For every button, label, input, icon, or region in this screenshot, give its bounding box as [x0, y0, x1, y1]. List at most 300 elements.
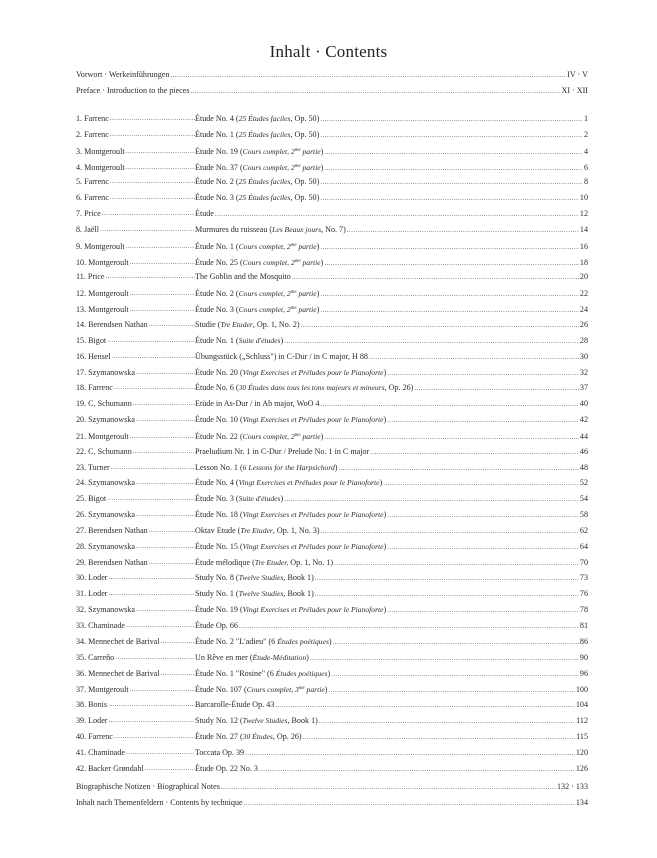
- toc-entry[interactable]: [76, 333, 588, 349]
- composer-label: Chaminade: [88, 621, 126, 630]
- composer-cell: [76, 174, 195, 190]
- entry-number: 32.: [76, 605, 87, 615]
- piece-title-tail: ): [320, 162, 324, 172]
- toc-entry[interactable]: [76, 396, 588, 412]
- entry-number: 29.: [76, 557, 87, 567]
- composer-cell: [76, 761, 195, 777]
- dot-leader: [244, 796, 575, 812]
- ordinal-superscript: me: [294, 432, 301, 438]
- composer-cell: [76, 713, 195, 729]
- piece-title-text: Étude mélodique (: [195, 557, 255, 567]
- composer-cell: [76, 206, 195, 222]
- piece-title: [195, 380, 413, 396]
- entry-number: 9.: [76, 241, 83, 251]
- piece-title: [195, 269, 291, 285]
- toc-entry[interactable]: [76, 539, 588, 555]
- page-number: 37: [579, 383, 588, 393]
- composer-cell: [76, 286, 195, 302]
- composer-label: C. Schumann: [88, 446, 132, 456]
- composer-label: Szymanowska: [88, 541, 135, 551]
- dot-leader: [333, 635, 579, 651]
- piece-title: [195, 349, 368, 365]
- toc-entry[interactable]: [76, 428, 588, 444]
- toc-entry[interactable]: [76, 729, 588, 745]
- composer-name: [76, 349, 111, 365]
- composer-label: Szymanowska: [88, 478, 135, 488]
- collection-title: 30 Études: [242, 731, 273, 741]
- dot-leader: [130, 255, 195, 271]
- dot-leader: [170, 68, 566, 84]
- collection-title: Twelve Studies: [238, 589, 284, 599]
- dot-leader: [370, 445, 579, 461]
- toc-entry[interactable]: [76, 618, 588, 634]
- dot-leader: [136, 507, 195, 523]
- composer-cell: [76, 555, 195, 571]
- piece-title: [195, 238, 319, 255]
- toc-entry[interactable]: [76, 206, 588, 222]
- piece-title-tail: ): [280, 335, 284, 345]
- piece-title: [195, 206, 214, 222]
- page-number: 104: [575, 700, 588, 710]
- page-number: 70: [579, 557, 588, 567]
- composer-cell: [76, 444, 195, 460]
- composer-cell: [76, 317, 195, 333]
- collection-title: Cours complet, 2: [238, 289, 291, 299]
- ordinal-superscript: me: [290, 290, 297, 296]
- dot-leader: [130, 682, 195, 698]
- dot-leader: [387, 603, 579, 619]
- piece-title-tail: ): [334, 462, 338, 472]
- toc-entry[interactable]: [76, 380, 588, 396]
- toc-row-contents-by-technique[interactable]: [76, 795, 588, 811]
- piece-title: [195, 285, 319, 302]
- entry-number: 6.: [76, 193, 83, 203]
- piece-title: [195, 539, 386, 555]
- piece-title-tail: ): [306, 652, 309, 662]
- piece-title: [195, 254, 323, 271]
- piece-title: [195, 491, 283, 507]
- toc-entry[interactable]: [76, 491, 588, 507]
- dot-leader: [110, 111, 195, 127]
- entry-number: 40.: [76, 731, 87, 741]
- entry-number: 17.: [76, 367, 87, 377]
- piece-title-text: Étude No. 1 "Rosine" (6: [195, 668, 276, 678]
- collection-title-cont: partie: [296, 289, 317, 299]
- dot-leader: [136, 365, 195, 381]
- collection-title: Vingt Exercises et Préludes pour le Pianoforte: [238, 478, 380, 488]
- toc-entry[interactable]: [76, 349, 588, 365]
- toc-entry[interactable]: [76, 254, 588, 270]
- page-number: 4: [583, 146, 588, 156]
- composer-label: Montgeroult: [88, 305, 129, 315]
- composer-label: Loder: [88, 589, 108, 599]
- toc-entry[interactable]: [76, 745, 588, 761]
- toc-entry[interactable]: [76, 222, 588, 238]
- composer-name: [76, 286, 129, 302]
- collection-title: Les Beaux jours: [272, 224, 322, 234]
- back-matter: [76, 779, 588, 811]
- piece-title-tail: ): [320, 257, 324, 267]
- composer-name: [76, 475, 135, 491]
- piece-title-text: Étude No. 37 (: [195, 162, 243, 172]
- toc-entry[interactable]: [76, 555, 588, 571]
- toc-entry[interactable]: [76, 602, 588, 618]
- page-number: 52: [579, 478, 588, 488]
- dot-leader: [387, 413, 579, 429]
- piece-title-tail: ): [327, 668, 331, 678]
- collection-title: Étude-Méditation: [252, 652, 307, 662]
- entry-number: 24.: [76, 478, 87, 488]
- toc-entry[interactable]: [76, 650, 588, 666]
- collection-title: Cours complet, 2: [242, 431, 295, 441]
- page-number: 26: [579, 319, 588, 329]
- dot-leader: [239, 619, 579, 635]
- composer-cell: [76, 396, 195, 412]
- composer-label: Mennechet de Barival: [88, 668, 160, 678]
- dot-leader: [126, 618, 195, 634]
- composer-name: [76, 666, 160, 682]
- entry-number: 28.: [76, 541, 87, 551]
- entry-number: 34.: [76, 636, 87, 646]
- entry-number: 15.: [76, 335, 87, 345]
- composer-label: Farrenc: [84, 177, 109, 187]
- dot-leader: [347, 223, 579, 239]
- composer-name: [76, 396, 132, 412]
- collection-title: Vingt Exercises et Préludes pour le Pianoforte: [242, 415, 384, 425]
- piece-title-text: Étude No. 6 (: [195, 383, 239, 393]
- piece-title: [195, 111, 319, 127]
- page-number: 76: [579, 589, 588, 599]
- composer-cell: [76, 365, 195, 381]
- page-number: 2: [583, 129, 588, 139]
- composer-label: Montgeroult: [84, 241, 125, 251]
- entry-number: 7.: [76, 209, 83, 219]
- page-number: 62: [579, 525, 588, 535]
- toc-entry[interactable]: [76, 111, 588, 127]
- piece-title-text: Étude No. 1 (: [195, 241, 239, 251]
- dot-leader: [149, 317, 195, 333]
- piece-title-tail: ): [280, 494, 284, 504]
- piece-title-text: Étude No. 4 (: [195, 114, 239, 123]
- composer-name: [76, 144, 125, 160]
- piece-title: [195, 396, 320, 412]
- toc-entry[interactable]: [76, 143, 588, 159]
- piece-title-text: Étude Op. 22 No. 3: [195, 763, 258, 773]
- piece-title-text: Étude No. 3 (: [195, 193, 239, 203]
- piece-title-text: Étude No. 1 (: [195, 335, 239, 345]
- dot-leader: [315, 571, 579, 587]
- composer-name: [76, 333, 106, 349]
- piece-title-text: Étude No. 3 (: [195, 305, 239, 315]
- collection-title-cont: partie: [300, 146, 321, 156]
- piece-title-text: Étude No. 19 (: [195, 605, 243, 615]
- dot-leader: [161, 666, 195, 682]
- dot-leader: [321, 397, 579, 413]
- composer-label: Jaëll: [84, 224, 99, 234]
- entry-number: 22.: [76, 446, 87, 456]
- ordinal-superscript: me: [294, 147, 301, 153]
- composer-label: Price: [84, 209, 101, 219]
- entry-number: 42.: [76, 763, 87, 773]
- page-number: 14: [579, 224, 588, 234]
- piece-title: [195, 301, 319, 318]
- composer-name: [76, 729, 113, 745]
- dot-leader: [320, 112, 583, 128]
- composer-cell: [76, 333, 195, 349]
- composer-label: Chaminade: [88, 747, 126, 757]
- dot-leader: [126, 239, 195, 255]
- piece-title-text: Übungsstück („Schluss") in C-Dur / in C major, H 88: [195, 351, 368, 361]
- piece-title-text: Study No. 12 (: [195, 716, 243, 726]
- toc-entry[interactable]: [76, 365, 588, 381]
- dot-leader: [324, 256, 579, 272]
- dot-leader: [324, 145, 583, 161]
- toc-entry[interactable]: [76, 634, 588, 650]
- toc-entry[interactable]: [76, 713, 588, 729]
- dot-leader: [111, 460, 195, 476]
- collection-title: 25 Études faciles: [238, 129, 291, 139]
- composer-cell: [76, 618, 195, 634]
- composer-label: Montgeroult: [88, 257, 129, 267]
- composer-cell: [76, 666, 195, 682]
- piece-title-tail: , Op. 50): [290, 193, 320, 203]
- entry-number: 4.: [76, 162, 83, 172]
- composer-label: Farrenc: [84, 193, 109, 203]
- composer-label: Farrenc: [88, 731, 113, 741]
- dot-leader: [108, 570, 195, 586]
- composer-name: [76, 650, 114, 666]
- composer-label: Loder: [88, 716, 108, 726]
- toc-entry[interactable]: [76, 697, 588, 713]
- dot-leader: [136, 475, 195, 491]
- toc-entry[interactable]: [76, 681, 588, 697]
- page-number: 28: [579, 335, 588, 345]
- piece-title-text: Étude No. 10 (: [195, 415, 243, 425]
- toc-entry[interactable]: [76, 412, 588, 428]
- toc-entry[interactable]: [76, 761, 588, 777]
- dot-leader: [339, 461, 579, 477]
- toc-entry[interactable]: [76, 285, 588, 301]
- piece-title-text: Oktav Etude (: [195, 525, 241, 535]
- composer-name: [76, 491, 106, 507]
- dot-leader: [387, 540, 579, 556]
- entry-number: 36.: [76, 668, 87, 678]
- dot-leader: [191, 84, 561, 100]
- collection-title: Tre Etuder: [220, 319, 253, 329]
- toc-label: Biographische Notizen · Biographical Notes: [76, 782, 220, 791]
- collection-title-cont: partie: [296, 241, 317, 251]
- composer-label: Szymanowska: [88, 605, 135, 615]
- toc-entry[interactable]: [76, 475, 588, 491]
- entry-number: 16.: [76, 351, 87, 361]
- dot-leader: [112, 349, 195, 365]
- collection-title-cont: partie: [300, 431, 321, 441]
- toc-entry[interactable]: [76, 174, 588, 190]
- collection-title-cont: partie: [304, 685, 325, 695]
- piece-title-text: Étude No. 25 (: [195, 257, 243, 267]
- composer-name: [76, 745, 125, 761]
- dot-leader: [130, 302, 195, 318]
- toc-page: IV · V: [567, 70, 588, 79]
- piece-title: [195, 222, 346, 238]
- dot-leader: [107, 333, 195, 349]
- piece-title-text: Étude No. 15 (: [195, 541, 243, 551]
- toc-entries-list: [76, 111, 588, 776]
- piece-title-text: Étude No. 18 (: [195, 510, 243, 520]
- ordinal-superscript: me: [290, 242, 297, 248]
- piece-title-text: Étude No. 22 (: [195, 431, 243, 441]
- piece-title-tail: ): [328, 636, 332, 646]
- collection-title: 6 Lessons for the Harpsichord: [242, 462, 335, 472]
- toc-entry[interactable]: [76, 317, 588, 333]
- entry-number: 26.: [76, 510, 87, 520]
- page-number: 16: [579, 241, 588, 251]
- toc-entry[interactable]: [76, 586, 588, 602]
- page-number: 20: [579, 272, 588, 282]
- composer-cell: [76, 539, 195, 555]
- dot-leader: [130, 429, 195, 445]
- composer-cell: [76, 697, 195, 713]
- piece-title: [195, 507, 386, 523]
- page-number: 22: [579, 289, 588, 299]
- toc-entry[interactable]: [76, 444, 588, 460]
- piece-title-text: Étude No. 2 (: [195, 177, 239, 187]
- page-number: 1: [583, 114, 588, 123]
- piece-title-tail: , Op. 50): [290, 177, 320, 187]
- dot-leader: [245, 746, 575, 762]
- page-number: 6: [583, 162, 588, 172]
- piece-title-text: Étude No. 2 (: [195, 289, 239, 299]
- piece-title-text: Étude No. 107 (: [195, 685, 247, 695]
- piece-title-text: Praeludium Nr. 1 in C-Dur / Prelude No. 1 in C major: [195, 446, 370, 456]
- dot-leader: [387, 508, 579, 524]
- piece-title: [195, 523, 320, 539]
- dot-leader: [130, 286, 195, 302]
- composer-name: [76, 697, 107, 713]
- entry-number: 8.: [76, 224, 83, 234]
- composer-name: [76, 380, 113, 396]
- composer-cell: [76, 302, 195, 318]
- entry-number: 23.: [76, 462, 87, 472]
- piece-title-tail: , Op. 1, No. 2): [252, 319, 300, 329]
- toc-label: Inhalt nach Themenfeldern · Contents by technique: [76, 797, 243, 807]
- toc-entry[interactable]: [76, 238, 588, 254]
- piece-title-tail: , Op. 26): [272, 731, 302, 741]
- piece-title-tail: , Op. 50): [290, 114, 320, 123]
- piece-title-tail: ): [383, 605, 387, 615]
- piece-title-tail: Op. 1, No. 1): [288, 557, 334, 567]
- collection-title: 30 Études dans tous les tons majeurs et mineurs: [238, 383, 385, 393]
- toc-row-biographical-notes[interactable]: [76, 779, 588, 795]
- dot-leader: [126, 144, 195, 160]
- piece-title-text: Étude No. 27 (: [195, 731, 243, 741]
- entry-number: 18.: [76, 383, 87, 393]
- composer-label: C. Schumann: [88, 399, 132, 409]
- dot-leader: [328, 683, 574, 699]
- toc-entry[interactable]: [76, 127, 588, 143]
- composer-label: Montgeroult: [84, 146, 125, 156]
- composer-cell: [76, 570, 195, 586]
- toc-row-foreword[interactable]: [76, 67, 588, 83]
- piece-title-text: Etüde in As-Dur / in Ab major, WoO 4: [195, 399, 320, 409]
- composer-cell: [76, 460, 195, 476]
- composer-label: Turner: [88, 462, 110, 472]
- piece-title-text: Étude No. 20 (: [195, 367, 243, 377]
- dot-leader: [110, 174, 195, 190]
- composer-label: Szymanowska: [88, 415, 135, 425]
- toc-entry[interactable]: [76, 190, 588, 206]
- dot-leader: [369, 350, 579, 366]
- collection-title: Vingt Exercises et Préludes pour le Pianoforte: [242, 510, 384, 520]
- entry-number: 2.: [76, 129, 83, 139]
- piece-title-text: Studie (: [195, 319, 221, 329]
- toc-entry[interactable]: [76, 570, 588, 586]
- piece-title: [195, 444, 369, 460]
- toc-entry[interactable]: [76, 269, 588, 285]
- entry-number: 10.: [76, 257, 87, 267]
- entry-number: 14.: [76, 319, 87, 329]
- piece-title-text: Study No. 1 (: [195, 589, 239, 599]
- dot-leader: [149, 555, 195, 571]
- dot-leader: [149, 523, 195, 539]
- composer-name: [76, 127, 109, 143]
- toc-entry[interactable]: [76, 460, 588, 476]
- toc-entry[interactable]: [76, 507, 588, 523]
- piece-title: [195, 634, 332, 650]
- page-number: 64: [579, 541, 588, 551]
- composer-label: Mennechet de Barival: [88, 636, 160, 646]
- dot-leader: [126, 160, 195, 176]
- composer-name: [76, 317, 148, 333]
- toc-entry[interactable]: [76, 666, 588, 682]
- composer-cell: [76, 160, 195, 176]
- toc-entry[interactable]: [76, 159, 588, 175]
- piece-title: [195, 729, 302, 745]
- collection-title-cont: partie: [296, 305, 317, 315]
- composer-name: [76, 761, 144, 777]
- composer-cell: [76, 491, 195, 507]
- composer-cell: [76, 127, 195, 143]
- page-number: 18: [579, 257, 588, 267]
- collection-title-cont: partie: [300, 162, 321, 172]
- composer-name: [76, 174, 109, 190]
- composer-name: [76, 365, 135, 381]
- dot-leader: [100, 222, 195, 238]
- composer-name: [76, 444, 132, 460]
- toc-entry[interactable]: [76, 523, 588, 539]
- composer-name: [76, 618, 125, 634]
- composer-name: [76, 602, 135, 618]
- dot-leader: [319, 714, 575, 730]
- entry-number: 27.: [76, 525, 87, 535]
- piece-title-text: Étude: [195, 209, 214, 219]
- composer-label: Farrenc: [84, 129, 109, 139]
- dot-leader: [284, 492, 579, 508]
- composer-cell: [76, 349, 195, 365]
- page-number: 96: [579, 668, 588, 678]
- piece-title: [195, 697, 274, 713]
- toc-page: XI · XII: [561, 85, 588, 95]
- piece-title-tail: ): [316, 289, 320, 299]
- toc-entry[interactable]: [76, 301, 588, 317]
- composer-name: [76, 555, 148, 571]
- composer-name: [76, 190, 109, 206]
- toc-row-preface[interactable]: [76, 83, 588, 99]
- entry-number: 13.: [76, 305, 87, 315]
- composer-name: [76, 206, 101, 222]
- composer-label: Farrenc: [84, 114, 109, 123]
- entry-number: 41.: [76, 747, 87, 757]
